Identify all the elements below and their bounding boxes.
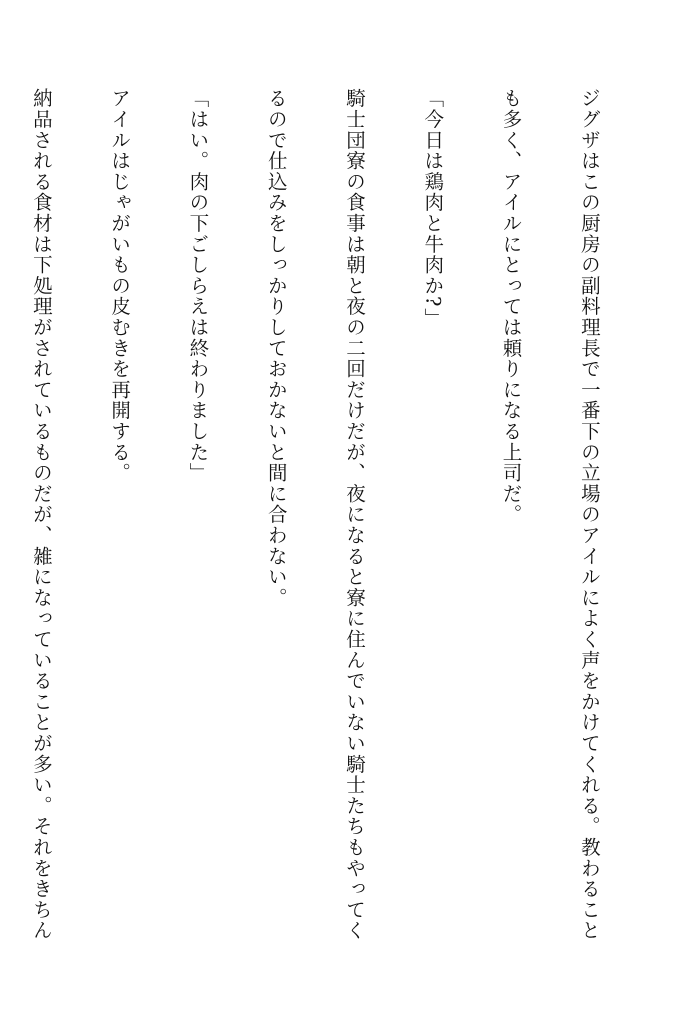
text-line: 「今日は鶏肉と牛肉か?」 bbox=[421, 88, 445, 329]
text-line: も多く、アイルにとっては頼りになる上司だ。 bbox=[499, 88, 523, 525]
text-line: 「はい。肉の下ごしらえは終わりました」 bbox=[186, 88, 210, 484]
text-line: 納品される食材は下処理がされているものだが、雑になっていることが多い。それをきちん bbox=[29, 88, 53, 941]
text-line: 騎士団寮の食事は朝と夜の二回だけだが、夜になると寮に住んでいない騎士たちもやってく bbox=[342, 88, 366, 941]
vertical-text-body bbox=[0, 88, 654, 950]
text-line: ジグザはこの厨房の副料理長で一番下の立場のアイルによく声をかけてくれる。教わること bbox=[577, 88, 601, 941]
text-line: アイルはじゃがいもの皮むきを再開する。 bbox=[108, 88, 132, 484]
text-line: るので仕込みをしっかりしておかないと間に合わない。 bbox=[264, 88, 288, 608]
